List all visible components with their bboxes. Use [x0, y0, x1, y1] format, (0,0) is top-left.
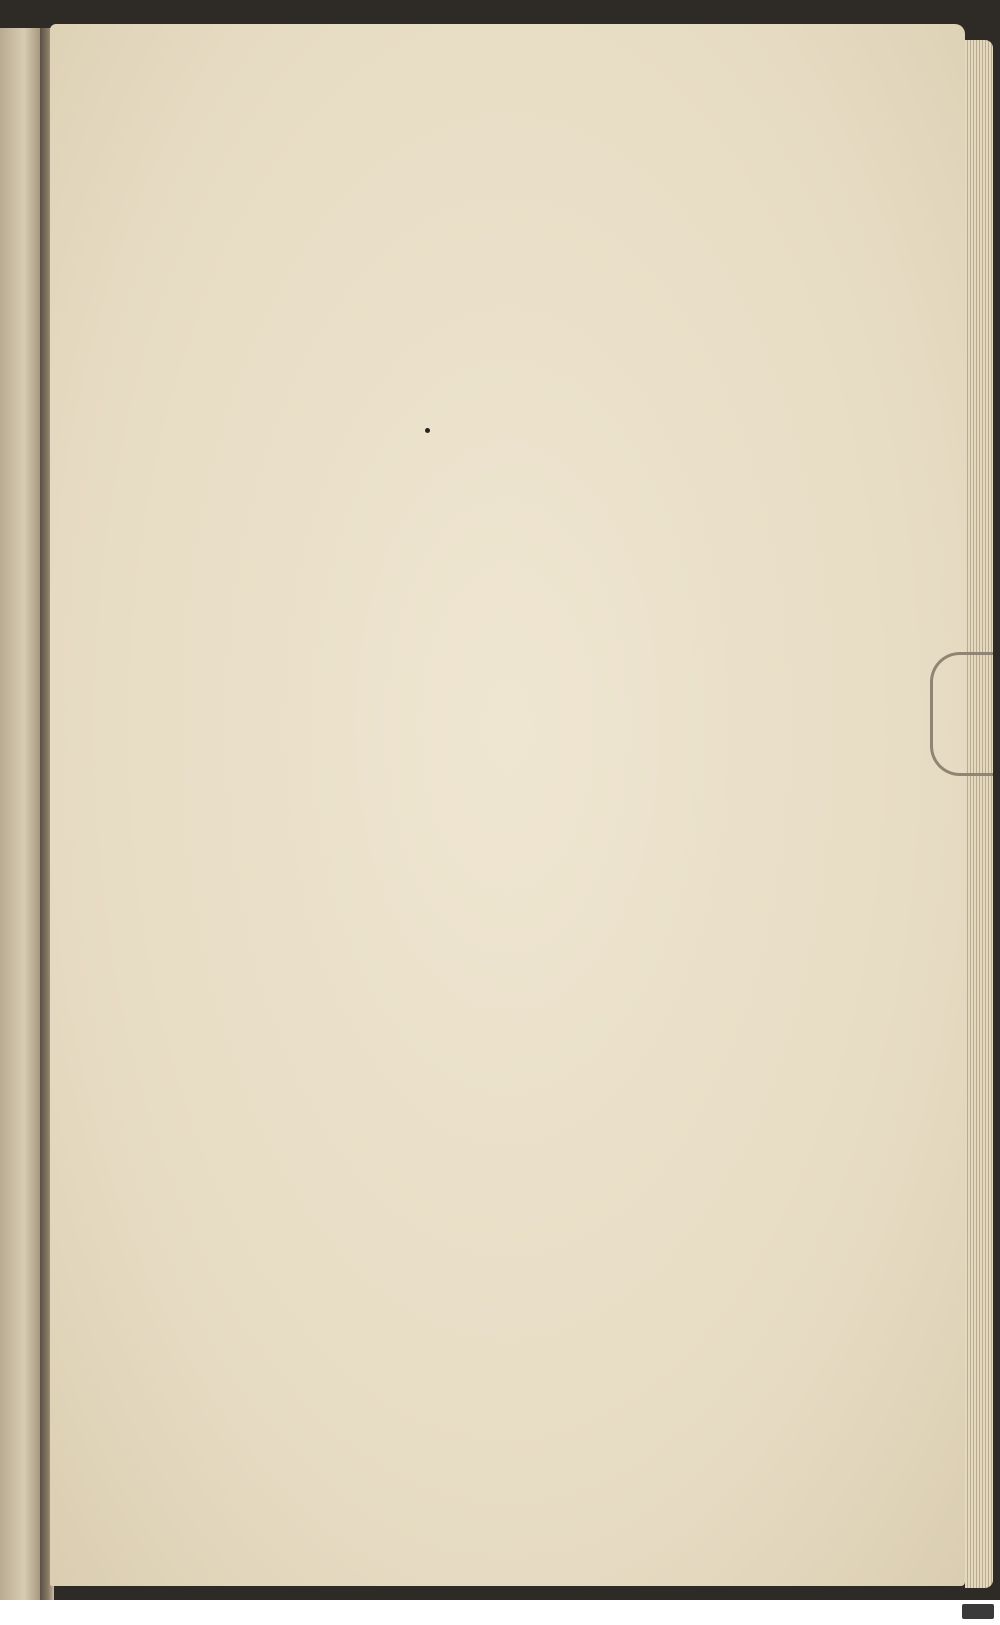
page-edges [965, 40, 993, 1588]
facing-page-edge [0, 28, 44, 1600]
page-clasp-shadow [930, 652, 993, 776]
book-page [50, 24, 965, 1586]
dfg-logo [962, 1604, 994, 1619]
footer-bar [0, 1600, 1000, 1625]
ink-dot [425, 428, 430, 433]
